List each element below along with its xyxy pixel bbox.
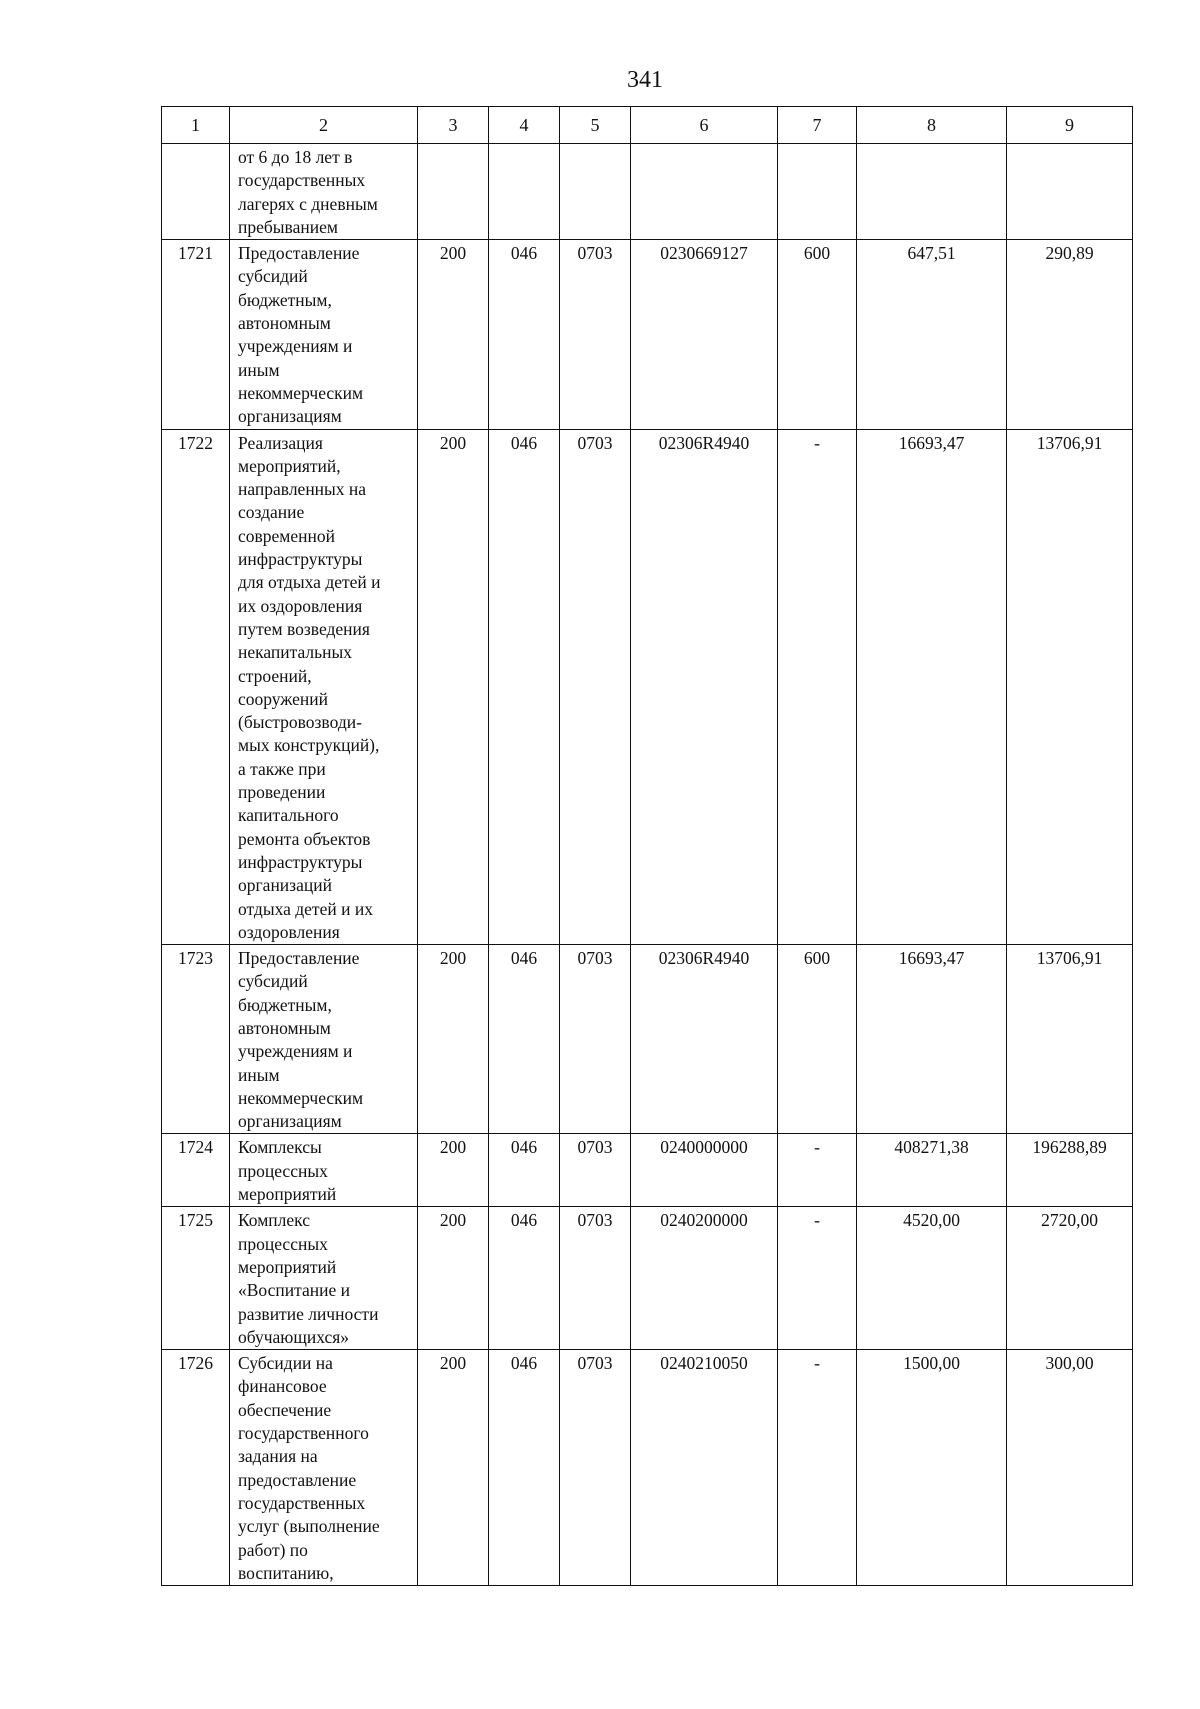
name-line: организаций <box>238 875 332 896</box>
name-line: сооружений <box>238 688 329 709</box>
expense-type-value: - <box>814 1137 820 1158</box>
name-line: обеспечение <box>238 1399 332 1420</box>
name-line: бюджетным, <box>238 289 332 310</box>
target-article-cell <box>631 240 778 429</box>
section-code-value: 200 <box>439 243 467 264</box>
amount-value: 16693,47 <box>898 948 965 969</box>
name-line: ремонта объектов <box>238 828 371 849</box>
amount-cell <box>1007 945 1133 1134</box>
name-line: государственных <box>238 1492 366 1513</box>
table-row <box>162 144 1133 240</box>
row-number-cell <box>162 429 230 945</box>
section-code-value: 200 <box>439 1353 467 1374</box>
department-code-value: 046 <box>510 243 538 264</box>
name-cell <box>230 1207 418 1350</box>
subsection-code-value: 0703 <box>577 1353 613 1374</box>
name-line: а также при <box>238 758 326 779</box>
row-number: 1724 <box>178 1137 213 1158</box>
section-code-value <box>418 144 488 146</box>
department-code-cell <box>489 240 560 429</box>
section-code-cell <box>418 945 489 1134</box>
target-article-value: 0230669127 <box>660 243 748 264</box>
department-code-value: 046 <box>510 1137 538 1158</box>
name-line: инфраструктуры <box>238 851 363 872</box>
row-number-cell <box>162 1207 230 1350</box>
amount-value <box>857 144 1006 146</box>
column-header: 5 <box>560 107 631 144</box>
expense-type-value: - <box>814 432 820 453</box>
name-line: государственных <box>238 170 366 191</box>
name-line: автономным <box>238 313 331 334</box>
department-code-cell <box>489 1134 560 1207</box>
amount-cell <box>857 1207 1007 1350</box>
expense-type-cell <box>778 429 857 945</box>
section-code-cell <box>418 240 489 429</box>
department-code-value <box>489 144 559 146</box>
target-article-cell <box>631 429 778 945</box>
amount-cell <box>1007 1207 1133 1350</box>
name-line: пребыванием <box>238 216 338 237</box>
expense-type-cell <box>778 1207 857 1350</box>
target-article-value: 02306R4940 <box>658 432 750 453</box>
table-row <box>162 240 1133 429</box>
amount-value: 1500,00 <box>903 1353 960 1374</box>
table-row <box>162 945 1133 1134</box>
name-line: капитального <box>238 805 339 826</box>
subsection-code-cell <box>560 144 631 240</box>
section-code-cell <box>418 1134 489 1207</box>
table-body <box>162 144 1133 1586</box>
name-line: их оздоровления <box>238 595 363 616</box>
name-line: «Воспитание и <box>238 1280 350 1301</box>
expense-type-cell <box>778 1350 857 1586</box>
row-number-cell <box>162 240 230 429</box>
name-line: иным <box>238 359 280 380</box>
subsection-code-value: 0703 <box>577 1137 613 1158</box>
expense-type-value: - <box>814 1353 820 1374</box>
name-line: процессных <box>238 1233 328 1254</box>
target-article-value: 0240210050 <box>660 1353 748 1374</box>
target-article-value <box>631 144 777 146</box>
name-line: от 6 до 18 лет в <box>238 147 353 167</box>
name-line: учреждениям и <box>238 336 353 357</box>
name-line: воспитанию, <box>238 1562 334 1583</box>
name-line: автономным <box>238 1017 331 1038</box>
name-line: процессных <box>238 1160 328 1181</box>
name-line: финансовое <box>238 1376 327 1397</box>
target-article-cell <box>631 1207 778 1350</box>
expense-type-cell <box>778 1134 857 1207</box>
column-header: 2 <box>230 107 418 144</box>
name-line: для отдыха детей и <box>238 572 381 593</box>
expense-type-value: - <box>814 1210 820 1231</box>
subsection-code-value: 0703 <box>577 948 613 969</box>
amount-cell <box>857 144 1007 240</box>
row-number: 1725 <box>178 1210 213 1231</box>
section-code-cell <box>418 1207 489 1350</box>
name-line: субсидий <box>238 971 308 992</box>
table-row <box>162 1207 1133 1350</box>
amount-cell <box>1007 429 1133 945</box>
page-number: 341 <box>627 67 663 93</box>
name-line: работ) по <box>238 1539 308 1560</box>
amount-value: 647,51 <box>907 243 956 264</box>
column-header: 4 <box>489 107 560 144</box>
name-line: путем возведения <box>238 618 370 639</box>
amount-value: 408271,38 <box>894 1137 969 1158</box>
section-code-value: 200 <box>439 1210 467 1231</box>
department-code-cell <box>489 1207 560 1350</box>
name-line: организациям <box>238 406 342 427</box>
amount-cell <box>857 1134 1007 1207</box>
expense-type-cell <box>778 144 857 240</box>
amount-value: 16693,47 <box>898 432 965 453</box>
section-code-cell <box>418 1350 489 1586</box>
name-line: Субсидии на <box>238 1353 333 1374</box>
name-line: Комплекс <box>238 1210 310 1231</box>
name-line: проведении <box>238 782 326 803</box>
subsection-code-cell <box>560 1350 631 1586</box>
amount-cell <box>857 240 1007 429</box>
name-line: мероприятий, <box>238 455 341 476</box>
department-code-cell <box>489 429 560 945</box>
department-code-value: 046 <box>510 432 538 453</box>
section-code-value: 200 <box>439 432 467 453</box>
column-header: 9 <box>1007 107 1133 144</box>
name-line: некоммерческим <box>238 1087 364 1108</box>
column-header: 8 <box>857 107 1007 144</box>
department-code-cell <box>489 945 560 1134</box>
name-line: государственного <box>238 1423 369 1444</box>
table-row <box>162 1134 1133 1207</box>
name-line: строений, <box>238 665 312 686</box>
name-line: Предоставление <box>238 948 360 969</box>
name-cell <box>230 429 418 945</box>
row-number-cell <box>162 945 230 1134</box>
expense-type-cell <box>778 240 857 429</box>
name-line: создание <box>238 502 305 523</box>
name-line: отдыха детей и их <box>238 898 373 919</box>
expense-type-value: 600 <box>803 948 831 969</box>
target-article-cell <box>631 144 778 240</box>
amount-cell <box>1007 240 1133 429</box>
column-header: 6 <box>631 107 778 144</box>
row-number-cell <box>162 1134 230 1207</box>
name-line: бюджетным, <box>238 994 332 1015</box>
subsection-code-value <box>560 144 630 146</box>
amount-value: 290,89 <box>1045 243 1094 264</box>
name-line: лагерях с дневным <box>238 193 378 214</box>
amount-cell <box>857 429 1007 945</box>
target-article-value: 0240200000 <box>660 1210 748 1231</box>
name-line: организациям <box>238 1111 342 1132</box>
column-header: 7 <box>778 107 857 144</box>
target-article-cell <box>631 1134 778 1207</box>
name-line: Комплексы <box>238 1137 322 1158</box>
target-article-cell <box>631 945 778 1134</box>
table-row <box>162 1350 1133 1586</box>
amount-value: 196288,89 <box>1032 1137 1107 1158</box>
amount-value: 300,00 <box>1045 1353 1094 1374</box>
department-code-value: 046 <box>510 1353 538 1374</box>
row-number: 1726 <box>178 1353 213 1374</box>
name-cell <box>230 1134 418 1207</box>
target-article-value: 02306R4940 <box>658 948 750 969</box>
name-line: учреждениям и <box>238 1041 353 1062</box>
header-row <box>162 107 1133 144</box>
name-line: некоммерческим <box>238 382 364 403</box>
name-line: Предоставление <box>238 243 360 264</box>
name-line: задания на <box>238 1446 318 1467</box>
name-line: мероприятий <box>238 1184 337 1205</box>
subsection-code-value: 0703 <box>577 243 613 264</box>
subsection-code-value: 0703 <box>577 1210 613 1231</box>
amount-value: 4520,00 <box>903 1210 960 1231</box>
name-cell <box>230 144 418 240</box>
expense-type-value <box>778 144 856 146</box>
section-code-cell <box>418 144 489 240</box>
amount-cell <box>857 945 1007 1134</box>
expense-type-cell <box>778 945 857 1134</box>
amount-cell <box>1007 1350 1133 1586</box>
amount-value <box>1007 144 1132 146</box>
name-cell <box>230 1350 418 1586</box>
row-number: 1722 <box>178 432 213 453</box>
name-line: (быстровозводи- <box>238 712 362 733</box>
department-code-value: 046 <box>510 1210 538 1231</box>
name-line: предоставление <box>238 1469 357 1490</box>
name-line: иным <box>238 1064 280 1085</box>
amount-value: 2720,00 <box>1041 1210 1098 1231</box>
budget-table <box>161 106 1133 1586</box>
name-cell <box>230 240 418 429</box>
name-line: мероприятий <box>238 1256 337 1277</box>
target-article-value: 0240000000 <box>660 1137 748 1158</box>
name-line: некапитальных <box>238 642 353 663</box>
amount-cell <box>857 1350 1007 1586</box>
row-number: 1721 <box>178 243 213 264</box>
name-line: мых конструкций), <box>238 735 380 756</box>
name-line: оздоровления <box>238 921 340 942</box>
target-article-cell <box>631 1350 778 1586</box>
column-header: 3 <box>418 107 489 144</box>
amount-value: 13706,91 <box>1036 432 1103 453</box>
table-row <box>162 429 1133 945</box>
row-number: 1723 <box>178 948 213 969</box>
subsection-code-cell <box>560 240 631 429</box>
subsection-code-cell <box>560 945 631 1134</box>
subsection-code-cell <box>560 1207 631 1350</box>
subsection-code-value: 0703 <box>577 432 613 453</box>
name-line: направленных на <box>238 479 367 500</box>
amount-cell <box>1007 1134 1133 1207</box>
column-header: 1 <box>162 107 230 144</box>
subsection-code-cell <box>560 429 631 945</box>
name-line: Реализация <box>238 432 323 453</box>
name-cell <box>230 945 418 1134</box>
name-line: развитие личности <box>238 1303 379 1324</box>
row-number <box>162 144 229 146</box>
row-number-cell <box>162 1350 230 1586</box>
section-code-value: 200 <box>439 948 467 969</box>
section-code-value: 200 <box>439 1137 467 1158</box>
amount-cell <box>1007 144 1133 240</box>
expense-type-value: 600 <box>803 243 831 264</box>
name-line: субсидий <box>238 266 308 287</box>
row-number-cell <box>162 144 230 240</box>
department-code-value: 046 <box>510 948 538 969</box>
department-code-cell <box>489 1350 560 1586</box>
section-code-cell <box>418 429 489 945</box>
amount-value: 13706,91 <box>1036 948 1103 969</box>
name-line: инфраструктуры <box>238 549 363 570</box>
name-line: современной <box>238 525 335 546</box>
subsection-code-cell <box>560 1134 631 1207</box>
department-code-cell <box>489 144 560 240</box>
name-line: обучающихся» <box>238 1326 350 1347</box>
name-line: услуг (выполнение <box>238 1516 380 1537</box>
